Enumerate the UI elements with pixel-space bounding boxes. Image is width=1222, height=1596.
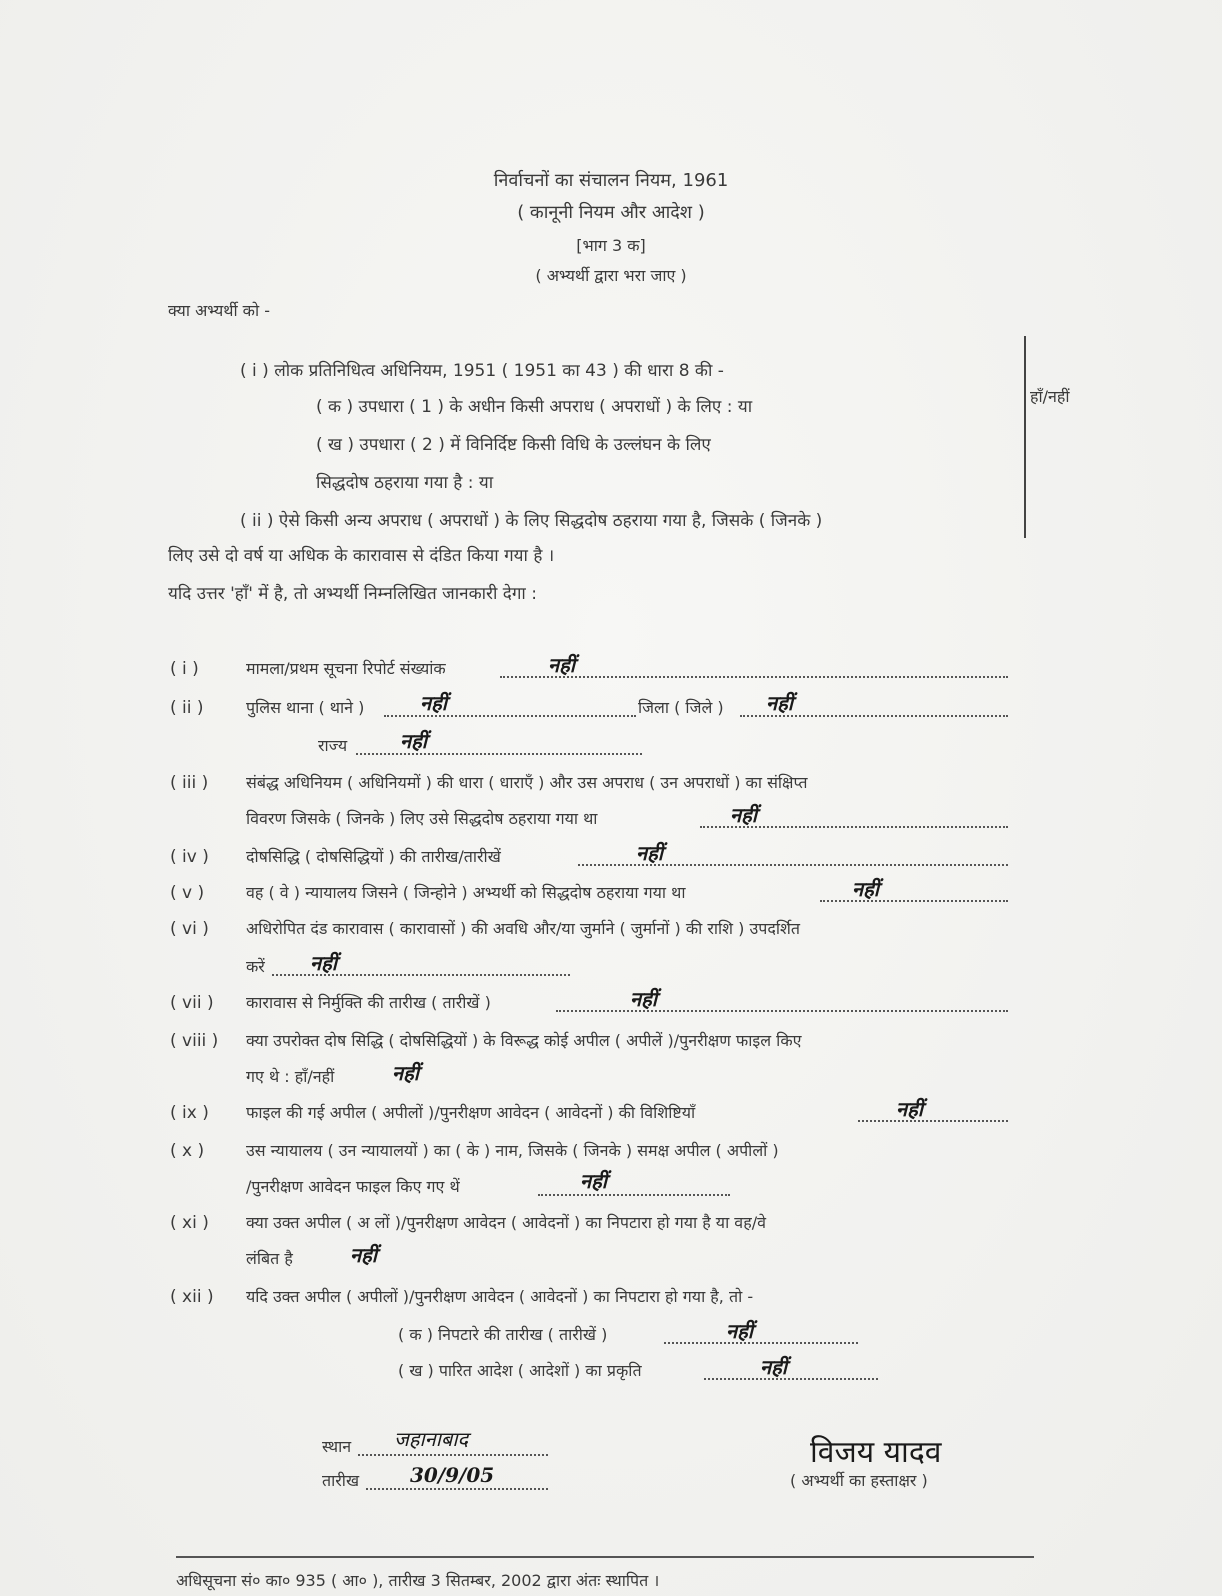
- item-label: पुलिस थाना ( थाने ): [246, 698, 365, 717]
- item-label: संबंद्ध अधिनियम ( अधिनियमों ) की धारा ( धाराएँ ) और उस अपराध ( उन अपराधों ) का संक्षिप्त: [246, 773, 808, 792]
- item-label: राज्य: [318, 736, 348, 755]
- form-title: निर्वाचनों का संचालन नियम, 1961: [493, 170, 729, 191]
- item-label: उस न्यायालय ( उन न्यायालयों ) का ( के ) नाम, जिसके ( जिनके ) समक्ष अपील ( अपीलों ): [246, 1141, 779, 1160]
- question-i: ( i ) लोक प्रतिनिधित्व अधिनियम, 1951 ( 1951 का 43 ) की धारा 8 की -: [240, 361, 724, 381]
- handwritten-answer: नहीं: [636, 841, 663, 865]
- handwritten-answer: नहीं: [350, 1243, 377, 1267]
- footer-note: अधिसूचना सं० का० 935 ( आ० ), तारीख 3 सितम्बर, 2002 द्वारा अंतः स्थापित ।: [176, 1571, 660, 1590]
- handwritten-answer: नहीं: [726, 1319, 753, 1343]
- answer-line: [740, 715, 1008, 717]
- if-yes-text: यदि उत्तर 'हाँ' में है, तो अभ्यर्थी निम्नलिखित जानकारी देगा :: [168, 584, 537, 604]
- place-value: जहानाबाद: [394, 1427, 469, 1451]
- item-label: वह ( वे ) न्यायालय जिसने ( जिन्होने ) अभ्यर्थी को सिद्धदोष ठहराया गया था: [246, 883, 686, 902]
- form-subtitle: ( कानूनी नियम और आदेश ): [517, 202, 705, 223]
- handwritten-answer: नहीं: [852, 877, 879, 901]
- handwritten-answer: नहीं: [392, 1061, 419, 1085]
- item-label: फाइल की गई अपील ( अपीलों )/पुनरीक्षण आवेदन ( आवेदनों ) की विशिष्टियाँ: [246, 1103, 696, 1122]
- vertical-rule: [1024, 336, 1026, 538]
- form-part: [भाग 3 क]: [576, 236, 646, 255]
- item-number: ( xi ): [170, 1213, 209, 1233]
- item-label: दोषसिद्धि ( दोषसिद्धियों ) की तारीख/तारीखें: [246, 847, 501, 866]
- yes-no-label: हाँ/नहीं: [1030, 387, 1070, 406]
- handwritten-answer: नहीं: [580, 1169, 607, 1193]
- answer-line: [358, 1454, 548, 1456]
- item-label: जिला ( जिले ): [638, 698, 724, 717]
- item-label: अधिरोपित दंड कारावास ( कारावासों ) की अवधि और/या जुर्माने ( जुर्मानों ) की राशि ) उपदर्शित: [246, 919, 800, 938]
- question-ii: ( ii ) ऐसे किसी अन्य अपराध ( अपराधों ) के लिए सिद्धदोष ठहराया गया है, जिसके ( जिनके ): [240, 511, 823, 531]
- item-number: ( v ): [170, 883, 205, 903]
- item-number: ( i ): [170, 659, 199, 679]
- item-label: ( ख ) पारित आदेश ( आदेशों ) का प्रकृति: [398, 1361, 642, 1380]
- footer-rule: [176, 1556, 1034, 1558]
- item-number: ( iv ): [170, 847, 209, 867]
- answer-line: [858, 1120, 1008, 1122]
- item-number: ( vii ): [170, 993, 214, 1013]
- candidate-signature: विजय यादव: [810, 1435, 942, 1470]
- item-number: ( viii ): [170, 1031, 219, 1051]
- handwritten-answer: नहीं: [310, 951, 337, 975]
- answer-line: [704, 1378, 878, 1380]
- item-number: ( iii ): [170, 773, 209, 793]
- question-ii-cont: लिए उसे दो वर्ष या अधिक के कारावास से दंडित किया गया है ।: [168, 546, 555, 566]
- item-label: गए थे : हाँ/नहीं: [246, 1067, 335, 1086]
- item-label: ( क ) निपटारे की तारीख ( तारीखें ): [398, 1325, 608, 1344]
- item-label: /पुनरीक्षण आवेदन फाइल किए गए थें: [246, 1177, 460, 1196]
- place-label: स्थान: [322, 1437, 352, 1456]
- item-number: ( xii ): [170, 1287, 214, 1307]
- item-label: यदि उक्त अपील ( अपीलों )/पुनरीक्षण आवेदन ( आवेदनों ) का निपटारा हो गया है, तो -: [246, 1287, 754, 1306]
- handwritten-answer: नहीं: [760, 1355, 787, 1379]
- handwritten-answer: नहीं: [766, 691, 793, 715]
- answer-line: [664, 1342, 858, 1344]
- answer-line: [556, 1010, 1008, 1012]
- date-value: 30/9/05: [410, 1463, 495, 1487]
- handwritten-answer: नहीं: [400, 729, 427, 753]
- answer-line: [366, 1488, 548, 1490]
- item-label: क्या उक्त अपील ( अ लों )/पुनरीक्षण आवेदन ( आवेदनों ) का निपटारा हो गया है या वह/वे: [246, 1213, 766, 1232]
- item-label: लंबित है: [246, 1249, 293, 1268]
- question-i-kha: ( ख ) उपधारा ( 2 ) में विनिर्दिष्ट किसी विधि के उल्लंघन के लिए: [316, 435, 711, 455]
- item-label: कारावास से निर्मुक्ति की तारीख ( तारीखें ): [246, 993, 491, 1012]
- handwritten-answer: नहीं: [548, 653, 575, 677]
- answer-line: [820, 900, 1008, 902]
- item-number: ( vi ): [170, 919, 209, 939]
- item-number: ( ix ): [170, 1103, 209, 1123]
- answer-line: [538, 1194, 730, 1196]
- item-number: ( x ): [170, 1141, 205, 1161]
- date-label: तारीख: [322, 1471, 360, 1490]
- answer-line: [384, 715, 636, 717]
- question-i-ka: ( क ) उपधारा ( 1 ) के अधीन किसी अपराध ( अपराधों ) के लिए : या: [316, 397, 753, 417]
- form-instruction: ( अभ्यर्थी द्वारा भरा जाए ): [535, 266, 687, 285]
- intro-text: क्या अभ्यर्थी को -: [168, 301, 270, 320]
- item-label: विवरण जिसके ( जिनके ) लिए उसे सिद्धदोष ठहराया गया था: [246, 809, 598, 828]
- signature-caption: ( अभ्यर्थी का हस्ताक्षर ): [790, 1471, 928, 1490]
- handwritten-answer: नहीं: [730, 803, 757, 827]
- item-label: क्या उपरोक्त दोष सिद्धि ( दोषसिद्धियों ) के विरूद्ध कोई अपील ( अपीलें )/पुनरीक्षण फाइल किए: [246, 1031, 802, 1050]
- item-number: ( ii ): [170, 698, 204, 718]
- item-label: करें: [246, 957, 265, 976]
- handwritten-answer: नहीं: [896, 1097, 923, 1121]
- item-label: मामला/प्रथम सूचना रिपोर्ट संख्यांक: [246, 659, 446, 678]
- answer-line: [356, 753, 642, 755]
- handwritten-answer: नहीं: [630, 987, 657, 1011]
- handwritten-answer: नहीं: [420, 691, 447, 715]
- answer-line: [500, 676, 1008, 678]
- question-i-end: सिद्धदोष ठहराया गया है : या: [316, 473, 494, 493]
